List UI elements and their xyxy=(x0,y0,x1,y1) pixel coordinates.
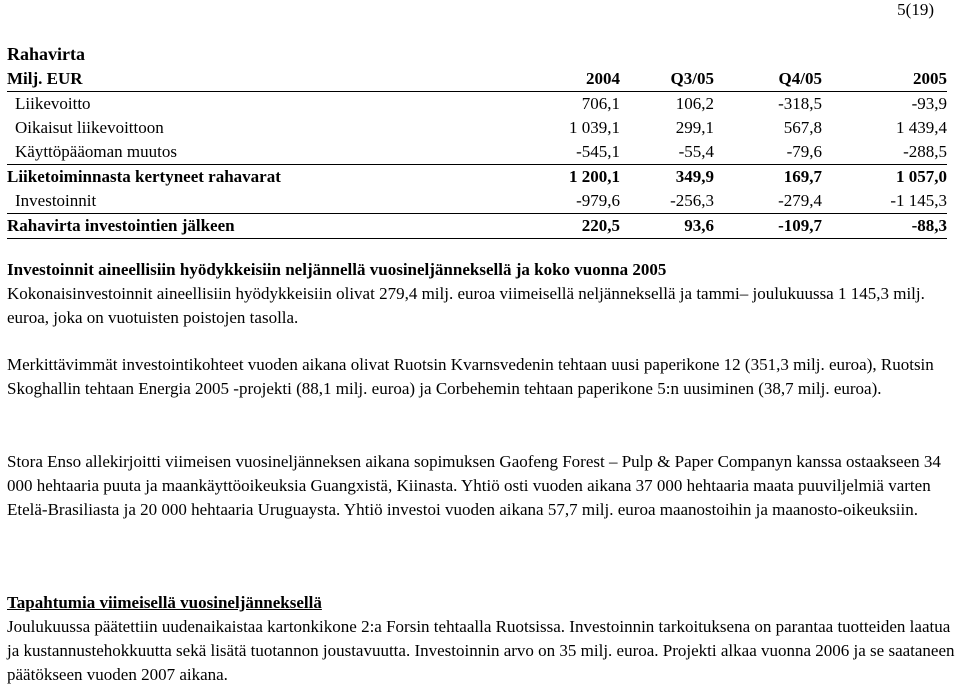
cell-value: 567,8 xyxy=(783,118,822,137)
gaofeng-paragraph: Stora Enso allekirjoitti viimeisen vuosineljänneksen aikana sopimuksen Gaofeng Forest – Pulp & Paper Companyn kanssa ostaakseen 34 000 hehtaaria puuta ja maankäyttöoikeuksia Guangxistä, Kiinasta. Yhtiö osti vuoden aikana 37 000 hehtaaria maata puuviljelmiä varten Etelä-Brasiliasta ja 20 000 hehtaaria Uruguaysta. Yhtiö investoi vuoden aikana 57,7 milj. euroa maanostoihin ja maanosto-oikeuksiin. xyxy=(7,452,941,519)
header-col-2005: 2005 xyxy=(913,69,947,88)
row-label: Investoinnit xyxy=(15,191,97,210)
cell-value: -93,9 xyxy=(911,94,947,113)
investment-targets-paragraph: Merkittävimmät investointikohteet vuoden aikana olivat Ruotsin Kvarnsvedenin tehtaan uusi paperikone 12 (351,3 milj. euroa), Ruotsin Skoghallin tehtaan Energia 2005 -projekti (88,1 milj. euroa) ja Corbehemin tehtaan paperikone 5:n uusiminen (38,7 milj. euroa). xyxy=(7,355,934,398)
cell-value: 706,1 xyxy=(581,94,620,113)
cell-value: 1 439,4 xyxy=(896,118,947,137)
cell-value: 299,1 xyxy=(675,118,714,137)
cell-value: 1 039,1 xyxy=(569,118,620,137)
events-text: Joulukuussa päätettiin uudenaikaistaa kartonkikone 2:a Forsin tehtaalla Ruotsissa. Investoinnin tarkoituksena on parantaa tuotteiden laatua ja kustannustehokkuutta sekä lisätä tuotannon joustavuutta. Investoinnin arvo on 35 milj. euroa. Projekti alkaa vuonna 2006 ja se saataneen päätökseen vuoden 2007 aikana. xyxy=(7,617,955,684)
table-row xyxy=(7,116,947,140)
table-row-total xyxy=(7,213,947,239)
table-row-subtotal xyxy=(7,164,947,189)
table-header-row xyxy=(7,67,947,92)
cell-value: -545,1 xyxy=(576,142,620,161)
events-heading: Tapahtumia viimeisellä vuosineljänneksellä xyxy=(7,593,322,612)
cell-value: 93,6 xyxy=(684,216,714,235)
cell-value: -256,3 xyxy=(670,191,714,210)
header-unit-label: Milj. EUR xyxy=(7,69,83,88)
investments-section xyxy=(7,258,955,330)
header-col-q4-05: Q4/05 xyxy=(778,69,822,88)
cell-value: 169,7 xyxy=(783,167,822,186)
row-label: Liiketoiminnasta kertyneet rahavarat xyxy=(7,167,281,186)
header-col-q3-05: Q3/05 xyxy=(670,69,714,88)
cell-value: -109,7 xyxy=(778,216,822,235)
row-label: Oikaisut liikevoittoon xyxy=(15,118,164,137)
header-col-2004: 2004 xyxy=(586,69,620,88)
table-row xyxy=(7,140,947,164)
cell-value: -288,5 xyxy=(903,142,947,161)
cell-value: 106,2 xyxy=(675,94,714,113)
table-row xyxy=(7,189,947,213)
investments-heading: Investoinnit aineellisiin hyödykkeisiin neljännellä vuosineljänneksellä ja koko vuonna 2005 xyxy=(7,260,667,279)
cell-value: -79,6 xyxy=(786,142,822,161)
cell-value: 1 200,1 xyxy=(569,167,620,186)
cell-value: -55,4 xyxy=(678,142,714,161)
page-number: 5(19) xyxy=(897,0,934,19)
row-label: Liikevoitto xyxy=(15,94,91,113)
investments-text: Kokonaisinvestoinnit aineellisiin hyödykkeisiin olivat 279,4 milj. euroa viimeisellä neljänneksellä ja tammi– joulukuussa 1 145,3 milj. euroa, joka on vuotuisten poistojen tasolla. xyxy=(7,284,925,327)
row-label: Käyttöpääoman muutos xyxy=(15,142,177,161)
cell-value: 220,5 xyxy=(581,216,620,235)
cash-flow-table xyxy=(7,67,947,239)
cell-value: -279,4 xyxy=(778,191,822,210)
cell-value: -318,5 xyxy=(778,94,822,113)
cell-value: 1 057,0 xyxy=(896,167,947,186)
section-title: Rahavirta xyxy=(7,44,85,64)
events-section xyxy=(7,591,955,687)
row-label: Rahavirta investointien jälkeen xyxy=(7,216,235,235)
cell-value: -1 145,3 xyxy=(890,191,947,210)
cell-value: -979,6 xyxy=(576,191,620,210)
cell-value: -88,3 xyxy=(911,216,947,235)
table-row xyxy=(7,92,947,116)
cell-value: 349,9 xyxy=(675,167,714,186)
